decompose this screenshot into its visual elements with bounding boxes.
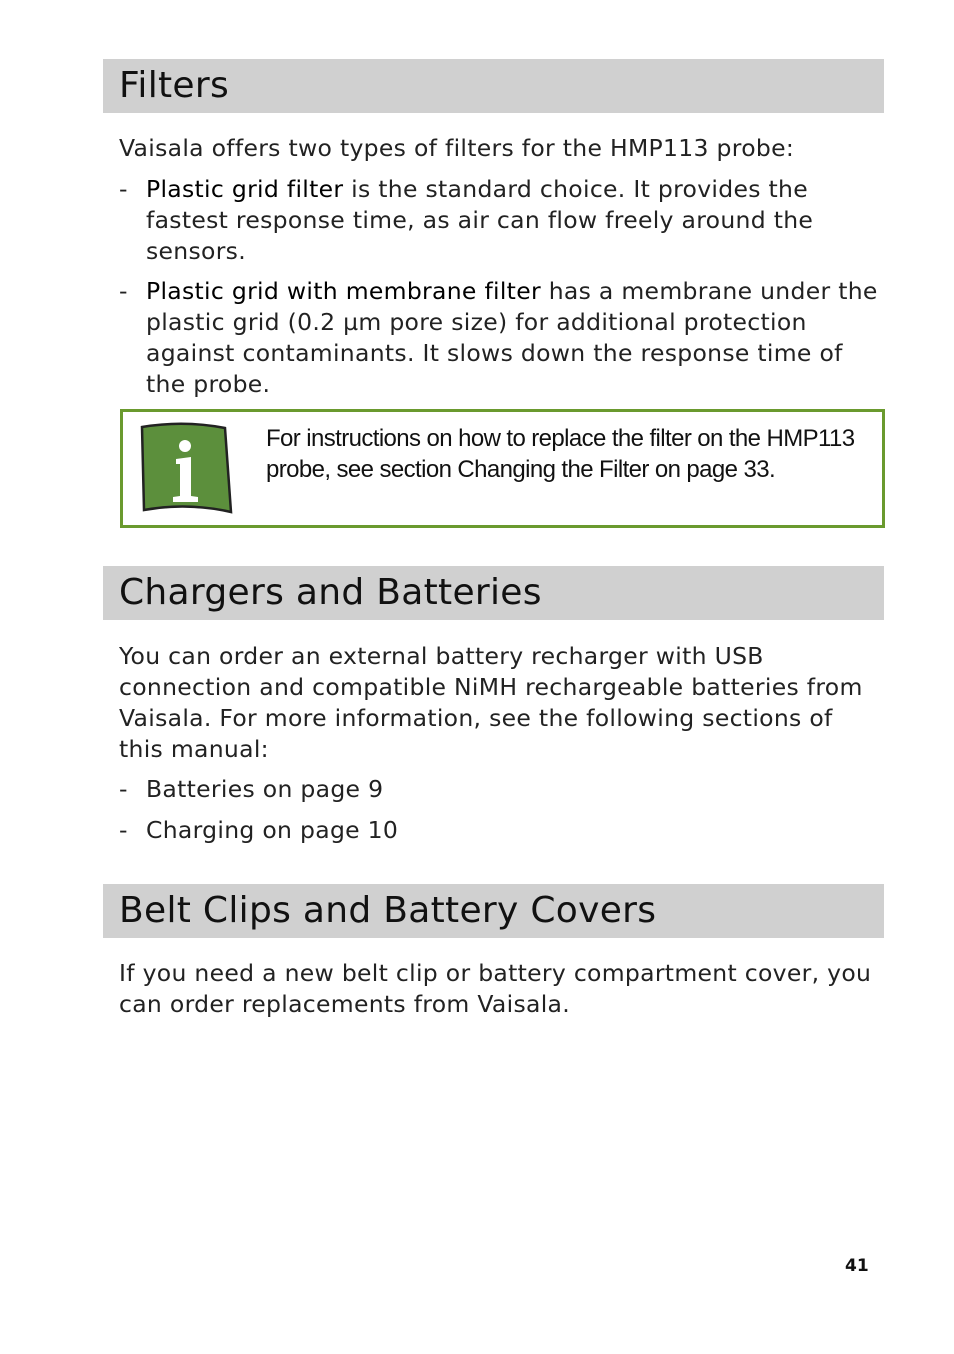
list-bullet: - <box>119 775 128 803</box>
list-item <box>119 774 879 805</box>
chargers-intro: You can order an external battery recharger with USB connection and compatible NiMH rechargeable batteries from Vaisala. For more information, see the following sections of this manual: <box>119 642 863 763</box>
chargers-heading: Chargers and Batteries <box>119 572 542 613</box>
info-icon <box>139 422 233 516</box>
page-number: 41 <box>845 1256 869 1276</box>
belt-heading: Belt Clips and Battery Covers <box>119 890 657 931</box>
list-item-text <box>146 174 879 267</box>
belt-text: If you need a new belt clip or battery compartment cover, you can order replacements from Vaisala. <box>119 959 872 1018</box>
info-note <box>120 409 885 528</box>
list-bullet: - <box>119 175 128 203</box>
filters-heading: Filters <box>119 65 230 106</box>
filter-term: Plastic grid with membrane filter <box>146 277 541 305</box>
list-item-text: Charging on page 10 <box>146 816 399 844</box>
list-bullet: - <box>119 816 128 844</box>
list-bullet: - <box>119 277 128 305</box>
filters-intro: Vaisala offers two types of filters for the HMP113 probe: <box>119 134 795 162</box>
filter-description: has a membrane under the plastic grid (0.2 µm pore size) for additional protection against contaminants. It slows down the response time of the probe. <box>146 277 878 398</box>
list-item <box>119 815 879 846</box>
list-item <box>119 276 879 400</box>
chargers-heading-band <box>103 566 884 620</box>
filters-heading-band <box>103 59 884 113</box>
list-item <box>119 174 879 267</box>
list-item-text: Batteries on page 9 <box>146 775 384 803</box>
belt-heading-band <box>103 884 884 938</box>
filter-term: Plastic grid filter <box>146 175 344 203</box>
filter-description: is the standard choice. It provides the fastest response time, as air can flow freely around the sensors. <box>146 175 814 265</box>
note-text: For instructions on how to replace the filter on the HMP113 probe, see section Changing the Filter on page 33. <box>266 425 855 483</box>
list-item-text <box>146 276 879 400</box>
